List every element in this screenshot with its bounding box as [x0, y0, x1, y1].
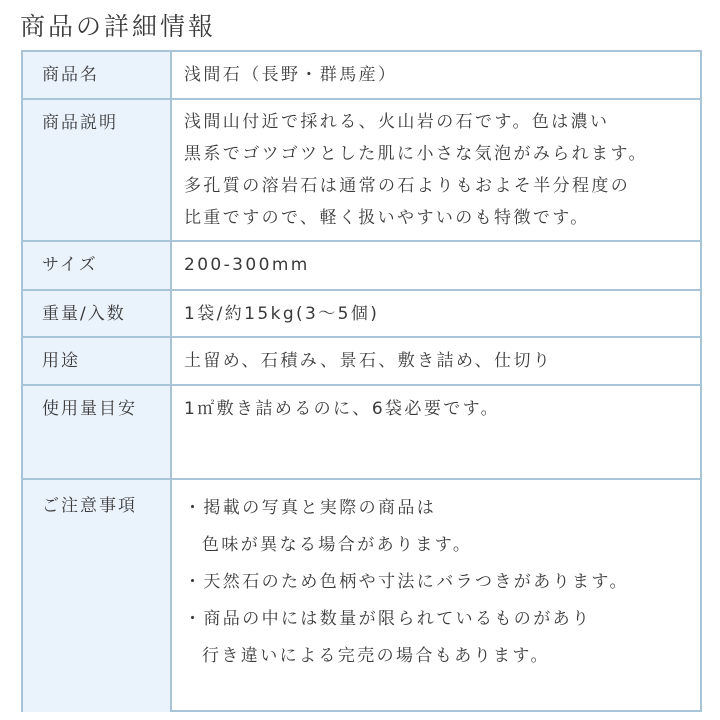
- table-row-notes: [23, 478, 700, 712]
- product-spec-table: [21, 50, 702, 712]
- value-line: 行き違いによる完売の場合もあります。: [202, 646, 550, 666]
- row-label: 使用量目安: [23, 386, 172, 480]
- row-value: [172, 242, 700, 291]
- value-line: ・商品の中には数量が限られているものがあり: [184, 609, 592, 629]
- value-line: 多孔質の溶岩石は通常の石よりもおよそ半分程度の: [184, 176, 631, 196]
- value-line: 黒系でゴツゴツとした肌に小さな気泡がみられます。: [184, 144, 648, 164]
- row-label: ご注意事項: [23, 480, 172, 712]
- value-line: 200-300mm: [184, 255, 310, 275]
- row-label: 商品説明: [23, 100, 172, 242]
- row-label: サイズ: [23, 242, 172, 291]
- value-line: 1㎡敷き詰めるのに、6袋必要です。: [184, 399, 501, 419]
- value-line: 浅間山付近で採れる、火山岩の石です。色は濃い: [184, 112, 610, 132]
- row-value: [172, 386, 700, 480]
- value-line: ・掲載の写真と実際の商品は: [184, 498, 437, 518]
- value-line: 色味が異なる場合があります。: [202, 535, 473, 555]
- row-label: 商品名: [23, 52, 172, 98]
- value-line: 比重ですので、軽く扱いやすいのも特徴です。: [184, 208, 590, 228]
- row-value: [172, 338, 700, 386]
- row-value: [172, 480, 700, 712]
- table-row-product-name: [23, 52, 700, 98]
- table-row-usage: [23, 336, 700, 386]
- row-value: [172, 100, 700, 242]
- value-line: 浅間石（長野・群馬産）: [184, 65, 398, 85]
- value-line: 1袋/約15kg(3～5個): [184, 304, 380, 324]
- value-line: 土留め、石積み、景石、敷き詰め、仕切り: [184, 351, 553, 371]
- page-title: 商品の詳細情報: [20, 12, 217, 41]
- row-label: 重量/入数: [23, 291, 172, 338]
- value-line: ・天然石のため色柄や寸法にバラつきがあります。: [184, 572, 629, 592]
- row-value: [172, 291, 700, 338]
- table-row-usage-amount: [23, 384, 700, 480]
- row-value: [172, 52, 700, 98]
- row-label: 用途: [23, 338, 172, 386]
- table-row-weight-quantity: [23, 289, 700, 338]
- table-row-product-description: [23, 98, 700, 242]
- table-row-size: [23, 240, 700, 291]
